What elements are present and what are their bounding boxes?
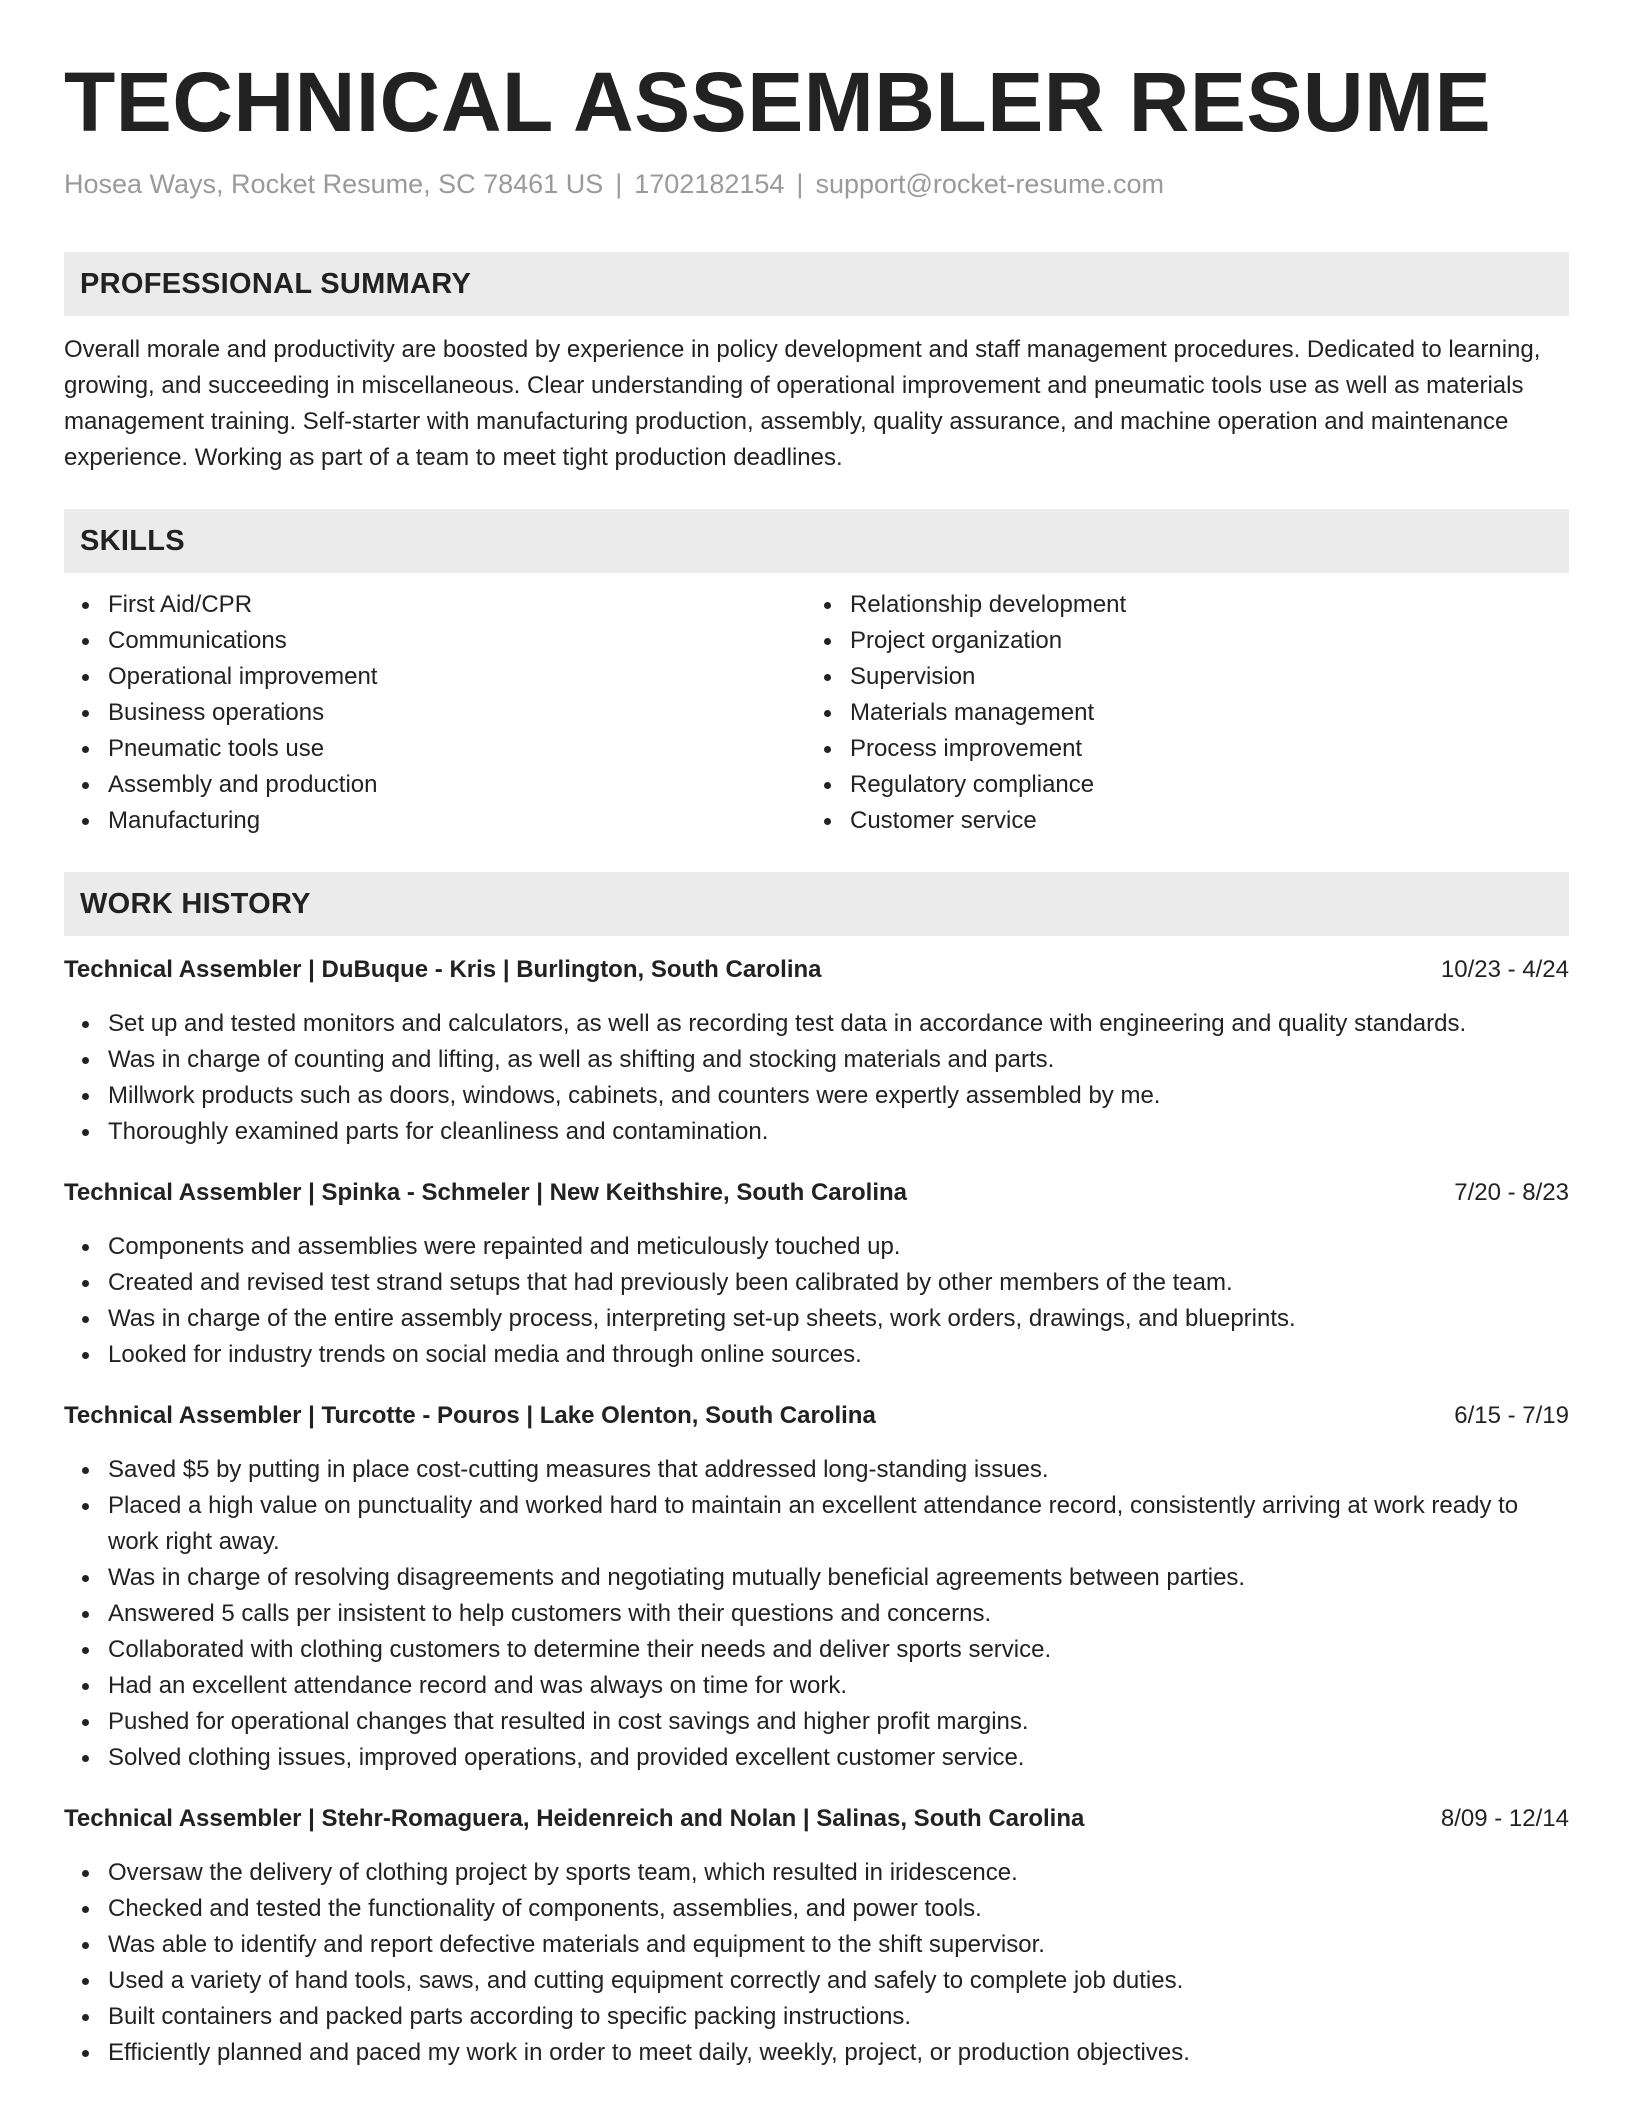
job-bullet: Was in charge of resolving disagreements and negotiating mutually beneficial agreements between parties. [64, 1560, 1569, 1596]
work-history-section [64, 872, 1569, 2071]
summary-text: Overall morale and productivity are boosted by experience in policy development and staff management procedures. Dedicated to learning, growing, and succeeding in miscellaneous. Clear understanding of operational improvement and pneumatic tools use as well as materials management training. Self-starter with manufacturing production, assembly, quality assurance, and machine operation and maintenance experience. Working as part of a team to meet tight production deadlines. [64, 336, 1541, 471]
job-bullet: Used a variety of hand tools, saws, and cutting equipment correctly and safely to complete job duties. [64, 1963, 1569, 1999]
skill-item: Business operations [64, 695, 806, 731]
skill-item: Process improvement [806, 731, 1548, 767]
job-bullet: Set up and tested monitors and calculators, as well as recording test data in accordance with engineering and quality standards. [64, 1006, 1569, 1042]
job-bullet: Oversaw the delivery of clothing project by sports team, which resulted in iridescence. [64, 1855, 1569, 1891]
job-bullet: Pushed for operational changes that resulted in cost savings and higher profit margins. [64, 1704, 1569, 1740]
job-entry [64, 1398, 1569, 1776]
job-bullet: Created and revised test strand setups that had previously been calibrated by other members of the team. [64, 1265, 1569, 1301]
resume-title: TECHNICAL ASSEMBLER RESUME [64, 55, 1492, 149]
skill-item: Pneumatic tools use [64, 731, 806, 767]
job-dates: 7/20 - 8/23 [1454, 1179, 1569, 1206]
job-bullet-list [64, 1229, 1569, 1373]
contact-phone: 1702182154 [634, 169, 785, 199]
job-bullet-list [64, 1006, 1569, 1150]
job-bullet: Had an excellent attendance record and was always on time for work. [64, 1668, 1569, 1704]
job-bullet: Solved clothing issues, improved operations, and provided excellent customer service. [64, 1740, 1569, 1776]
skill-item: Relationship development [806, 587, 1548, 623]
job-entry [64, 1801, 1569, 2071]
contact-address: Hosea Ways, Rocket Resume, SC 78461 US [64, 169, 604, 199]
contact-separator: | [796, 169, 804, 199]
job-title: Technical Assembler | Turcotte - Pouros | Lake Olenton, South Carolina [64, 1402, 876, 1429]
job-bullet: Saved $5 by putting in place cost-cutting measures that addressed long-standing issues. [64, 1452, 1569, 1488]
job-title: Technical Assembler | DuBuque - Kris | Burlington, South Carolina [64, 956, 822, 983]
job-bullet: Components and assemblies were repainted and meticulously touched up. [64, 1229, 1569, 1265]
skill-item: Materials management [806, 695, 1548, 731]
job-title: Technical Assembler | Stehr-Romaguera, Heidenreich and Nolan | Salinas, South Carolina [64, 1805, 1085, 1832]
job-bullet: Collaborated with clothing customers to determine their needs and deliver sports service. [64, 1632, 1569, 1668]
section-heading-work-history: WORK HISTORY [64, 872, 1569, 936]
contact-email: support@rocket-resume.com [815, 169, 1164, 199]
skill-item: Supervision [806, 659, 1548, 695]
skill-item: Customer service [806, 803, 1548, 839]
job-entry [64, 1175, 1569, 1373]
skills-list-right [806, 587, 1548, 839]
job-title: Technical Assembler | Spinka - Schmeler | New Keithshire, South Carolina [64, 1179, 907, 1206]
job-bullet: Looked for industry trends on social media and through online sources. [64, 1337, 1569, 1373]
section-heading-skills: SKILLS [64, 509, 1569, 573]
job-dates: 6/15 - 7/19 [1454, 1402, 1569, 1429]
skill-item: Manufacturing [64, 803, 806, 839]
job-entry [64, 952, 1569, 1150]
job-bullet: Efficiently planned and paced my work in order to meet daily, weekly, project, or production objectives. [64, 2035, 1569, 2071]
job-dates: 8/09 - 12/14 [1440, 1805, 1569, 1832]
job-bullet: Checked and tested the functionality of components, assemblies, and power tools. [64, 1891, 1569, 1927]
skill-item: First Aid/CPR [64, 587, 806, 623]
job-dates: 10/23 - 4/24 [1440, 956, 1569, 983]
job-bullet: Thoroughly examined parts for cleanliness and contamination. [64, 1114, 1569, 1150]
job-bullet: Was in charge of the entire assembly process, interpreting set-up sheets, work orders, drawings, and blueprints. [64, 1301, 1569, 1337]
skill-item: Operational improvement [64, 659, 806, 695]
professional-summary-section [64, 252, 1569, 476]
skill-item: Assembly and production [64, 767, 806, 803]
job-header [64, 1175, 1569, 1211]
job-header [64, 952, 1569, 988]
job-header [64, 1398, 1569, 1434]
job-bullet: Placed a high value on punctuality and worked hard to maintain an excellent attendance record, consistently arriving at work ready to work right away. [64, 1488, 1569, 1560]
skill-item: Regulatory compliance [806, 767, 1548, 803]
job-bullet-list [64, 1855, 1569, 2071]
contact-line [64, 166, 1569, 202]
skills-list-left [64, 587, 806, 839]
skill-item: Communications [64, 623, 806, 659]
skills-section [64, 509, 1569, 839]
skill-item: Project organization [806, 623, 1548, 659]
resume-page [64, 52, 1569, 2071]
contact-separator: | [615, 169, 623, 199]
job-bullet: Built containers and packed parts according to specific packing instructions. [64, 1999, 1569, 2035]
job-bullet: Answered 5 calls per insistent to help customers with their questions and concerns. [64, 1596, 1569, 1632]
job-bullet: Millwork products such as doors, windows, cabinets, and counters were expertly assembled by me. [64, 1078, 1569, 1114]
job-bullet: Was in charge of counting and lifting, as well as shifting and stocking materials and parts. [64, 1042, 1569, 1078]
job-header [64, 1801, 1569, 1837]
job-bullet: Was able to identify and report defective materials and equipment to the shift supervisor. [64, 1927, 1569, 1963]
job-bullet-list [64, 1452, 1569, 1776]
section-heading-summary: PROFESSIONAL SUMMARY [64, 252, 1569, 316]
skills-grid [64, 587, 1569, 839]
